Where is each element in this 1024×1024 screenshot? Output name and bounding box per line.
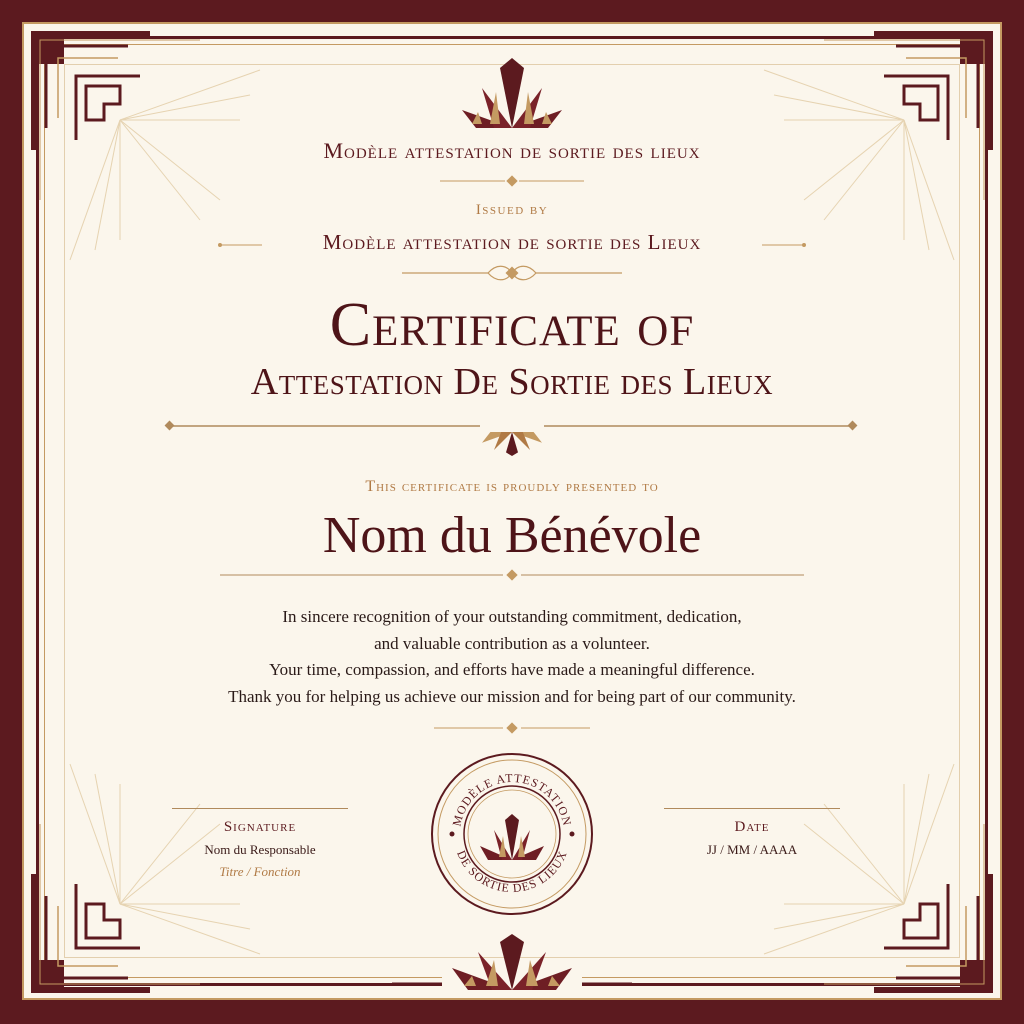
recipient-name: Nom du Bénévole	[322, 507, 702, 564]
body-line: Thank you for helping us achieve our mission and for being part of our community.	[228, 686, 796, 706]
art-deco-fan-icon	[392, 934, 632, 990]
presented-to-label: This certificate is proudly presented to	[365, 478, 659, 495]
body-line: In sincere recognition of your outstanding commitment, dedication,	[282, 607, 742, 626]
signer-name: Nom du Responsable	[204, 842, 316, 857]
date-value: JJ / MM / AAAA	[706, 842, 798, 857]
issued-by-label: Issued by	[475, 202, 549, 218]
issuer-name: Modèle attestation de sortie des Lieux	[322, 230, 702, 254]
date-label: Date	[734, 819, 770, 835]
corner-ornament-icon	[764, 764, 990, 990]
signature-block	[170, 808, 350, 880]
flourish-divider-icon	[402, 266, 622, 280]
seal-top-text: MODÈLE ATTESTATION	[449, 770, 575, 828]
title-divider-icon	[165, 421, 858, 456]
certificate-body	[0, 604, 1024, 710]
body-line: and valuable contribution as a volunteer.	[374, 633, 650, 653]
diamond-divider-icon	[434, 722, 590, 733]
certificate-subtitle: Attestation De Sortie des Lieux	[250, 361, 774, 403]
seal-emblem-icon	[430, 752, 594, 916]
signature-label: Signature	[223, 819, 297, 835]
art-deco-fan-icon	[462, 58, 562, 128]
signer-title: Titre / Fonction	[219, 864, 301, 879]
seal-bottom-text: DE SORTIE DES LIEUX	[454, 848, 570, 896]
name-underline	[220, 569, 804, 580]
signature-line[interactable]	[172, 808, 348, 809]
certificate-title: Certificate of	[329, 291, 695, 359]
date-block	[662, 808, 842, 858]
body-line: Your time, compassion, and efforts have made a meaningful difference.	[269, 660, 755, 679]
header-title: Modèle attestation de sortie des lieux	[323, 138, 701, 163]
date-line[interactable]	[664, 808, 840, 809]
diamond-divider-icon	[440, 175, 584, 186]
